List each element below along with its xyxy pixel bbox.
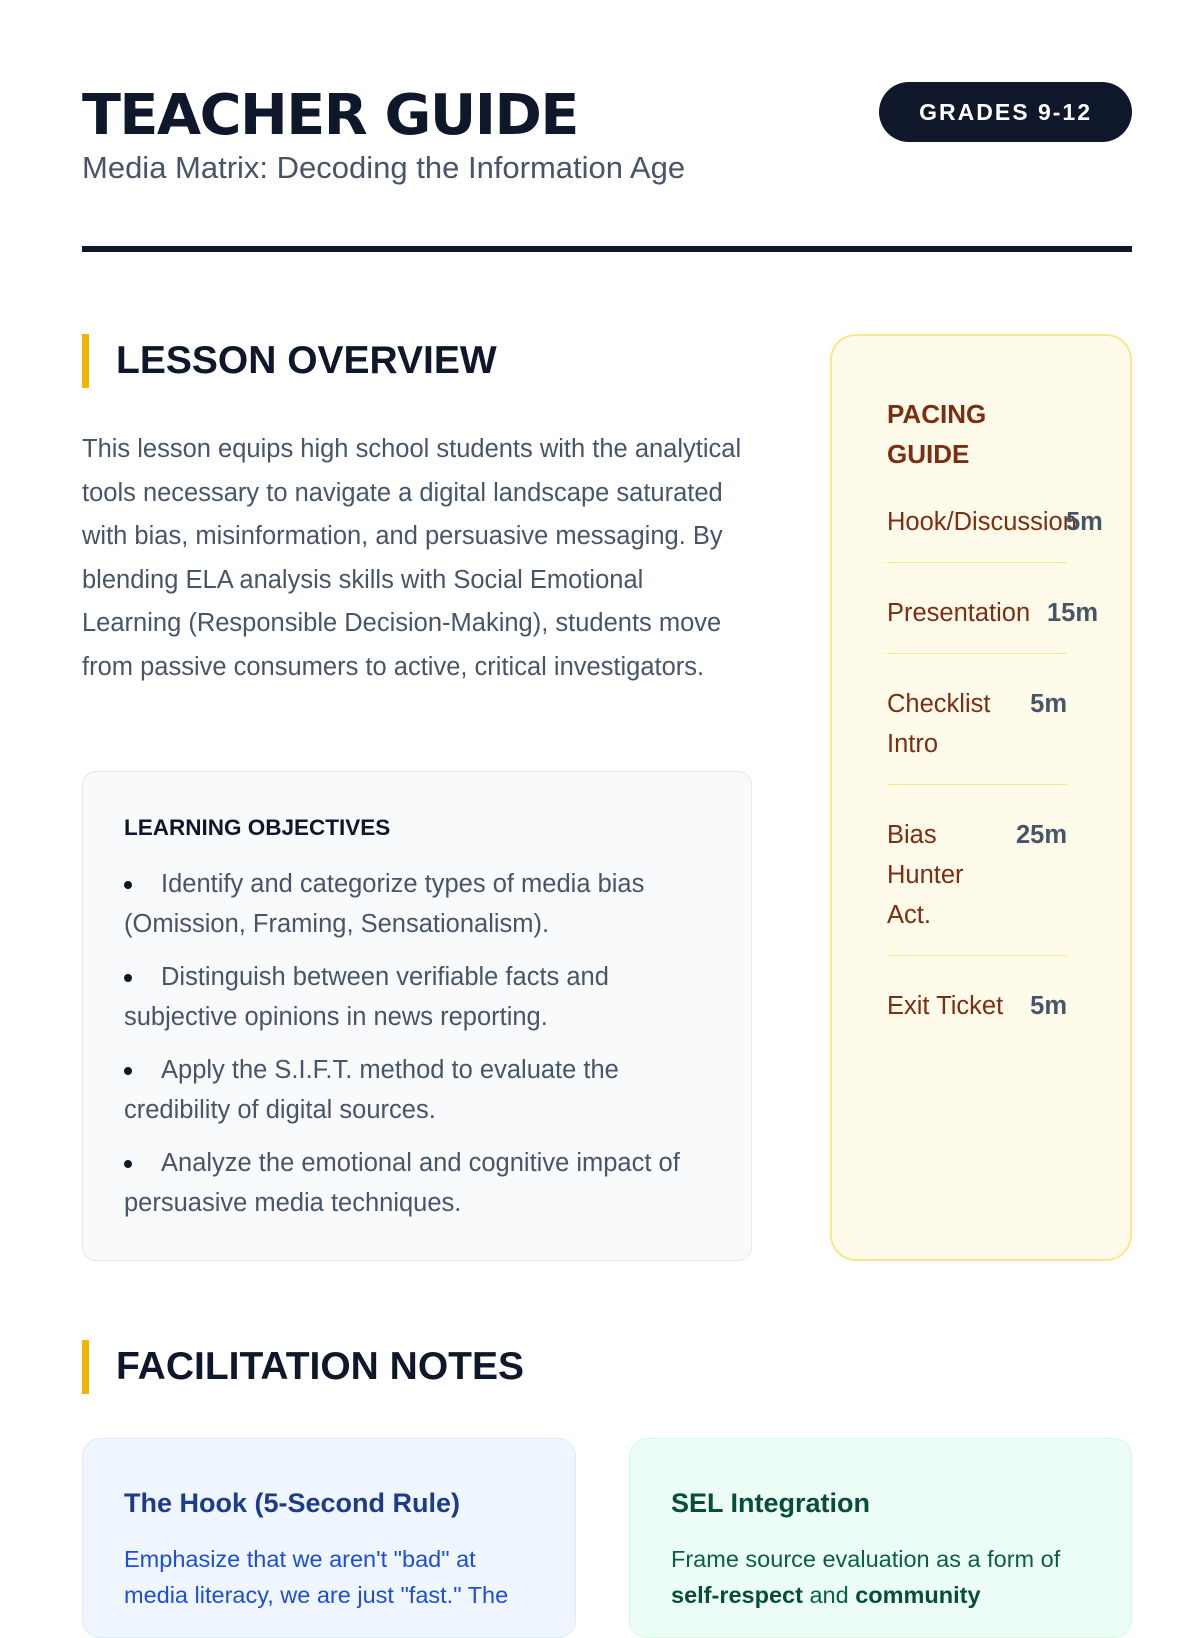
hook-note-title: The Hook (5-Second Rule) xyxy=(124,1488,461,1518)
list-item xyxy=(124,1050,711,1130)
list-item xyxy=(124,864,711,944)
pacing-duration: 5m xyxy=(1030,690,1067,718)
facilitation-notes-heading: FACILITATION NOTES xyxy=(82,1340,524,1394)
hook-note-card xyxy=(82,1438,576,1638)
pacing-duration: 5m xyxy=(1066,508,1103,536)
objective-text: Identify and categorize types of media bias (Omission, Framing, Sensationalism). xyxy=(124,870,645,938)
lesson-overview-heading: LESSON OVERVIEW xyxy=(82,334,497,388)
bullet-icon xyxy=(124,1160,132,1168)
learning-objectives-card xyxy=(82,771,752,1261)
pacing-duration: 15m xyxy=(1047,599,1099,627)
pacing-row xyxy=(887,585,1099,654)
pacing-activity: Checklist Intro xyxy=(887,690,991,758)
pacing-guide-title: PACING GUIDE xyxy=(887,399,987,469)
bullet-icon xyxy=(124,1067,132,1075)
pacing-activity: Hook/Discussion xyxy=(887,508,1077,536)
pacing-duration: 25m xyxy=(1015,821,1067,849)
objective-text: Analyze the emotional and cognitive impact of persuasive media techniques. xyxy=(124,1149,680,1217)
sel-text-middle: and xyxy=(802,1582,856,1608)
pacing-row xyxy=(887,676,1067,785)
sel-note-title: SEL Integration xyxy=(671,1488,871,1518)
learning-objectives-list xyxy=(124,864,711,1223)
learning-objectives-title: LEARNING OBJECTIVES xyxy=(124,815,391,840)
page-subtitle: Media Matrix: Decoding the Information Age xyxy=(82,150,686,185)
pacing-activity: Bias Hunter Act. xyxy=(887,821,964,929)
list-item xyxy=(124,957,711,1037)
pacing-activity: Exit Ticket xyxy=(887,992,1004,1020)
sel-note-card xyxy=(629,1438,1132,1638)
bullet-icon xyxy=(124,974,132,982)
list-item xyxy=(124,1143,711,1223)
pacing-row xyxy=(887,807,1067,956)
sel-emphasis-community: community xyxy=(855,1582,981,1608)
bullet-icon xyxy=(124,881,132,889)
header-divider xyxy=(82,246,1132,252)
objective-text: Apply the S.I.F.T. method to evaluate the credibility of digital sources. xyxy=(124,1056,619,1124)
sel-note-text xyxy=(671,1541,1091,1613)
pacing-row xyxy=(887,978,1067,1046)
pacing-duration: 5m xyxy=(1030,992,1067,1020)
sel-text-start: Frame source evaluation as a form of xyxy=(671,1546,1061,1572)
pacing-row xyxy=(887,494,1103,563)
hook-note-text: Emphasize that we aren't "bad" at media literacy, we are just "fast." The xyxy=(124,1546,509,1608)
page-title: TEACHER GUIDE xyxy=(82,83,578,148)
pacing-guide-card xyxy=(830,334,1132,1261)
grade-badge: GRADES 9-12 xyxy=(879,82,1132,142)
pacing-activity: Presentation xyxy=(887,599,1031,627)
lesson-overview-text: This lesson equips high school students with the analytical tools necessary to navigate a digital landscape saturated with bias, misinformation, and persuasive messaging. By blending ELA analysis skills with Social Emotional Learning (Responsible Decision-Making), students move from passive consumers to active, critical investigators. xyxy=(82,435,742,681)
objective-text: Distinguish between verifiable facts and subjective opinions in news reporting. xyxy=(124,963,609,1031)
sel-emphasis-self-respect: self-respect xyxy=(671,1582,803,1608)
